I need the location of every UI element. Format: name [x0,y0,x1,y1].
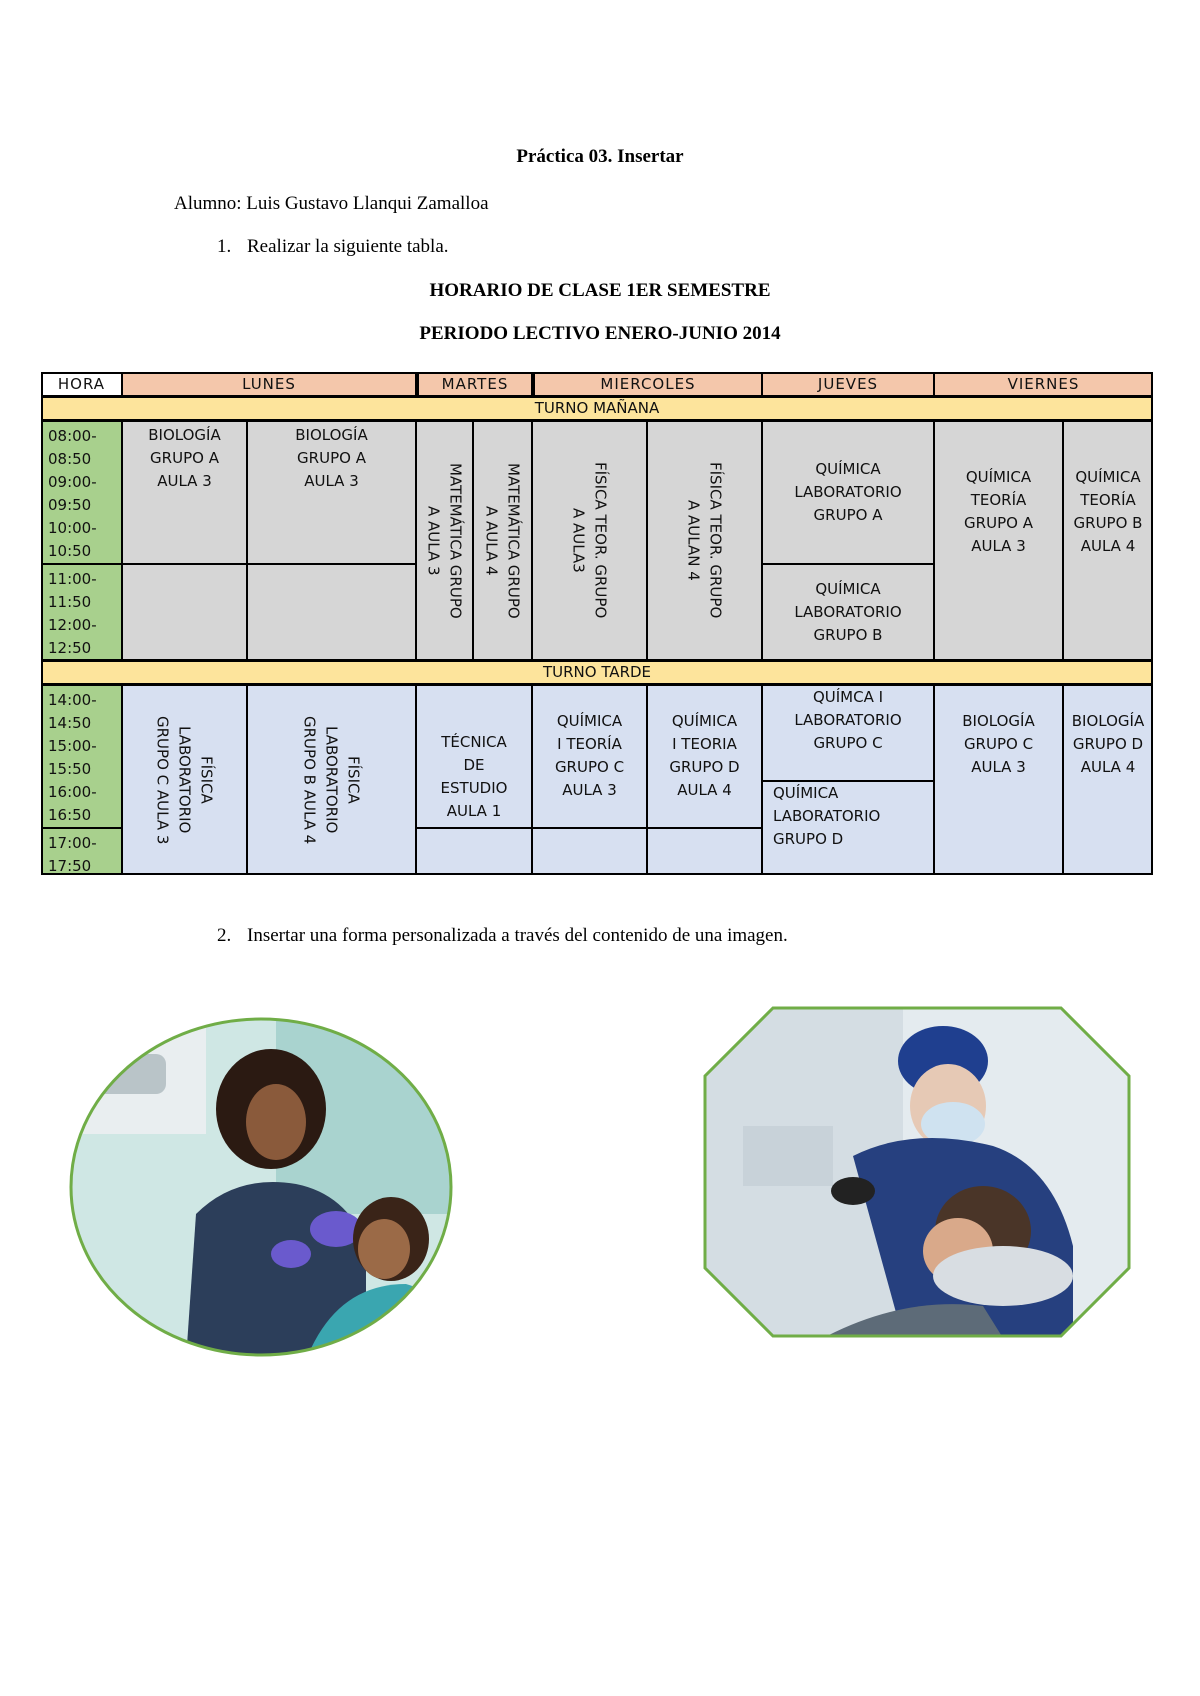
class-cell [247,421,416,564]
turno-manana-banner: TURNO MAÑANA [41,396,1153,421]
item-1-number: 1. [217,236,232,257]
class-cell [762,685,934,781]
item-2-number: 2. [217,925,232,946]
class-text: MATEMÁTICA GRUPO A AULA 3 [424,462,465,619]
hour-text: 14:00- 14:50 15:00- 15:50 16:00- 16:50 [48,691,97,824]
class-text: BIOLOGÍA GRUPO A AULA 3 [295,426,368,490]
class-cell [1063,685,1153,875]
class-cell [416,421,473,660]
class-text: BIOLOGÍA GRUPO A AULA 3 [148,426,221,490]
class-cell [416,685,532,828]
header-miercoles: MIERCOLES [532,372,762,396]
class-text: FÍSICA LABORATORIO GRUPO B AULA 4 [300,715,363,845]
empty-cell [247,564,416,660]
empty-cell [416,828,532,875]
class-cell [122,685,247,875]
item-2-text: Insertar una forma personalizada a través del contenido de una imagen. [247,925,788,946]
schedule-table [41,372,1153,875]
class-cell [532,685,647,828]
class-cell [532,421,647,660]
header-hora: HORA [41,372,122,396]
dentist-treatment-octagon-image [703,1006,1131,1338]
class-cell [247,685,416,875]
hour-cell [41,564,122,660]
class-cell [647,685,762,828]
class-text: QUÍMICA TEORÍA GRUPO B AULA 4 [1073,468,1143,555]
hour-cell [41,421,122,564]
item-1-text: Realizar la siguiente tabla. [247,236,449,257]
class-text: FÍSICA TEOR. GRUPO A AULAN 4 [684,462,725,619]
class-text: MATEMÁTICA GRUPO A AULA 4 [482,462,523,619]
table-subtitle: PERIODO LECTIVO ENERO-JUNIO 2014 [419,323,781,344]
empty-cell [532,828,647,875]
hour-text: 11:00- 11:50 12:00- 12:50 [48,570,97,657]
hour-cell [41,685,122,828]
class-cell [762,781,934,875]
header-lunes: LUNES [122,372,416,396]
class-text: QUÍMICA I TEORÍA GRUPO C AULA 3 [554,712,625,799]
empty-cell [122,564,247,660]
student-name: Alumno: Luis Gustavo Llanqui Zamalloa [174,193,489,214]
header-viernes: VIERNES [934,372,1153,396]
class-text: QUÍMICA LABORATORIO GRUPO B [794,579,902,644]
header-martes: MARTES [416,372,532,396]
empty-cell [647,828,762,875]
class-text: QUÍMICA TEORÍA GRUPO A AULA 3 [964,468,1033,555]
page-title: Práctica 03. Insertar [516,146,684,167]
table-title: HORARIO DE CLASE 1ER SEMESTRE [429,280,771,301]
class-text: FÍSICA LABORATORIO GRUPO C AULA 3 [153,715,216,845]
turno-tarde-banner: TURNO TARDE [41,660,1153,685]
class-text: QUÍMCA I LABORATORIO GRUPO C [794,688,902,752]
class-text: QUÍMICA LABORATORIO GRUPO D [773,784,881,848]
header-jueves: JUEVES [762,372,934,396]
hour-text: 17:00- 17:50 [48,834,97,875]
class-text: QUÍMICA I TEORIA GRUPO D AULA 4 [669,712,740,799]
class-text: BIOLOGÍA GRUPO C AULA 3 [962,712,1035,776]
class-cell [1063,421,1153,660]
class-cell [762,564,934,660]
class-cell [122,421,247,564]
class-cell [762,421,934,564]
class-cell [647,421,762,660]
class-text: TÉCNICA DE ESTUDIO AULA 1 [440,732,508,820]
class-cell [934,421,1063,660]
hour-text: 08:00- 08:50 09:00- 09:50 10:00- 10:50 [48,427,97,560]
class-text: BIOLOGÍA GRUPO D AULA 4 [1071,712,1145,776]
class-text: QUÍMICA LABORATORIO GRUPO A [794,460,902,524]
class-text: FÍSICA TEOR. GRUPO A AULA3 [569,462,610,619]
class-cell [473,421,532,660]
class-cell [934,685,1063,875]
dentist-patient-circle-image [66,1014,456,1360]
hour-cell [41,828,122,875]
